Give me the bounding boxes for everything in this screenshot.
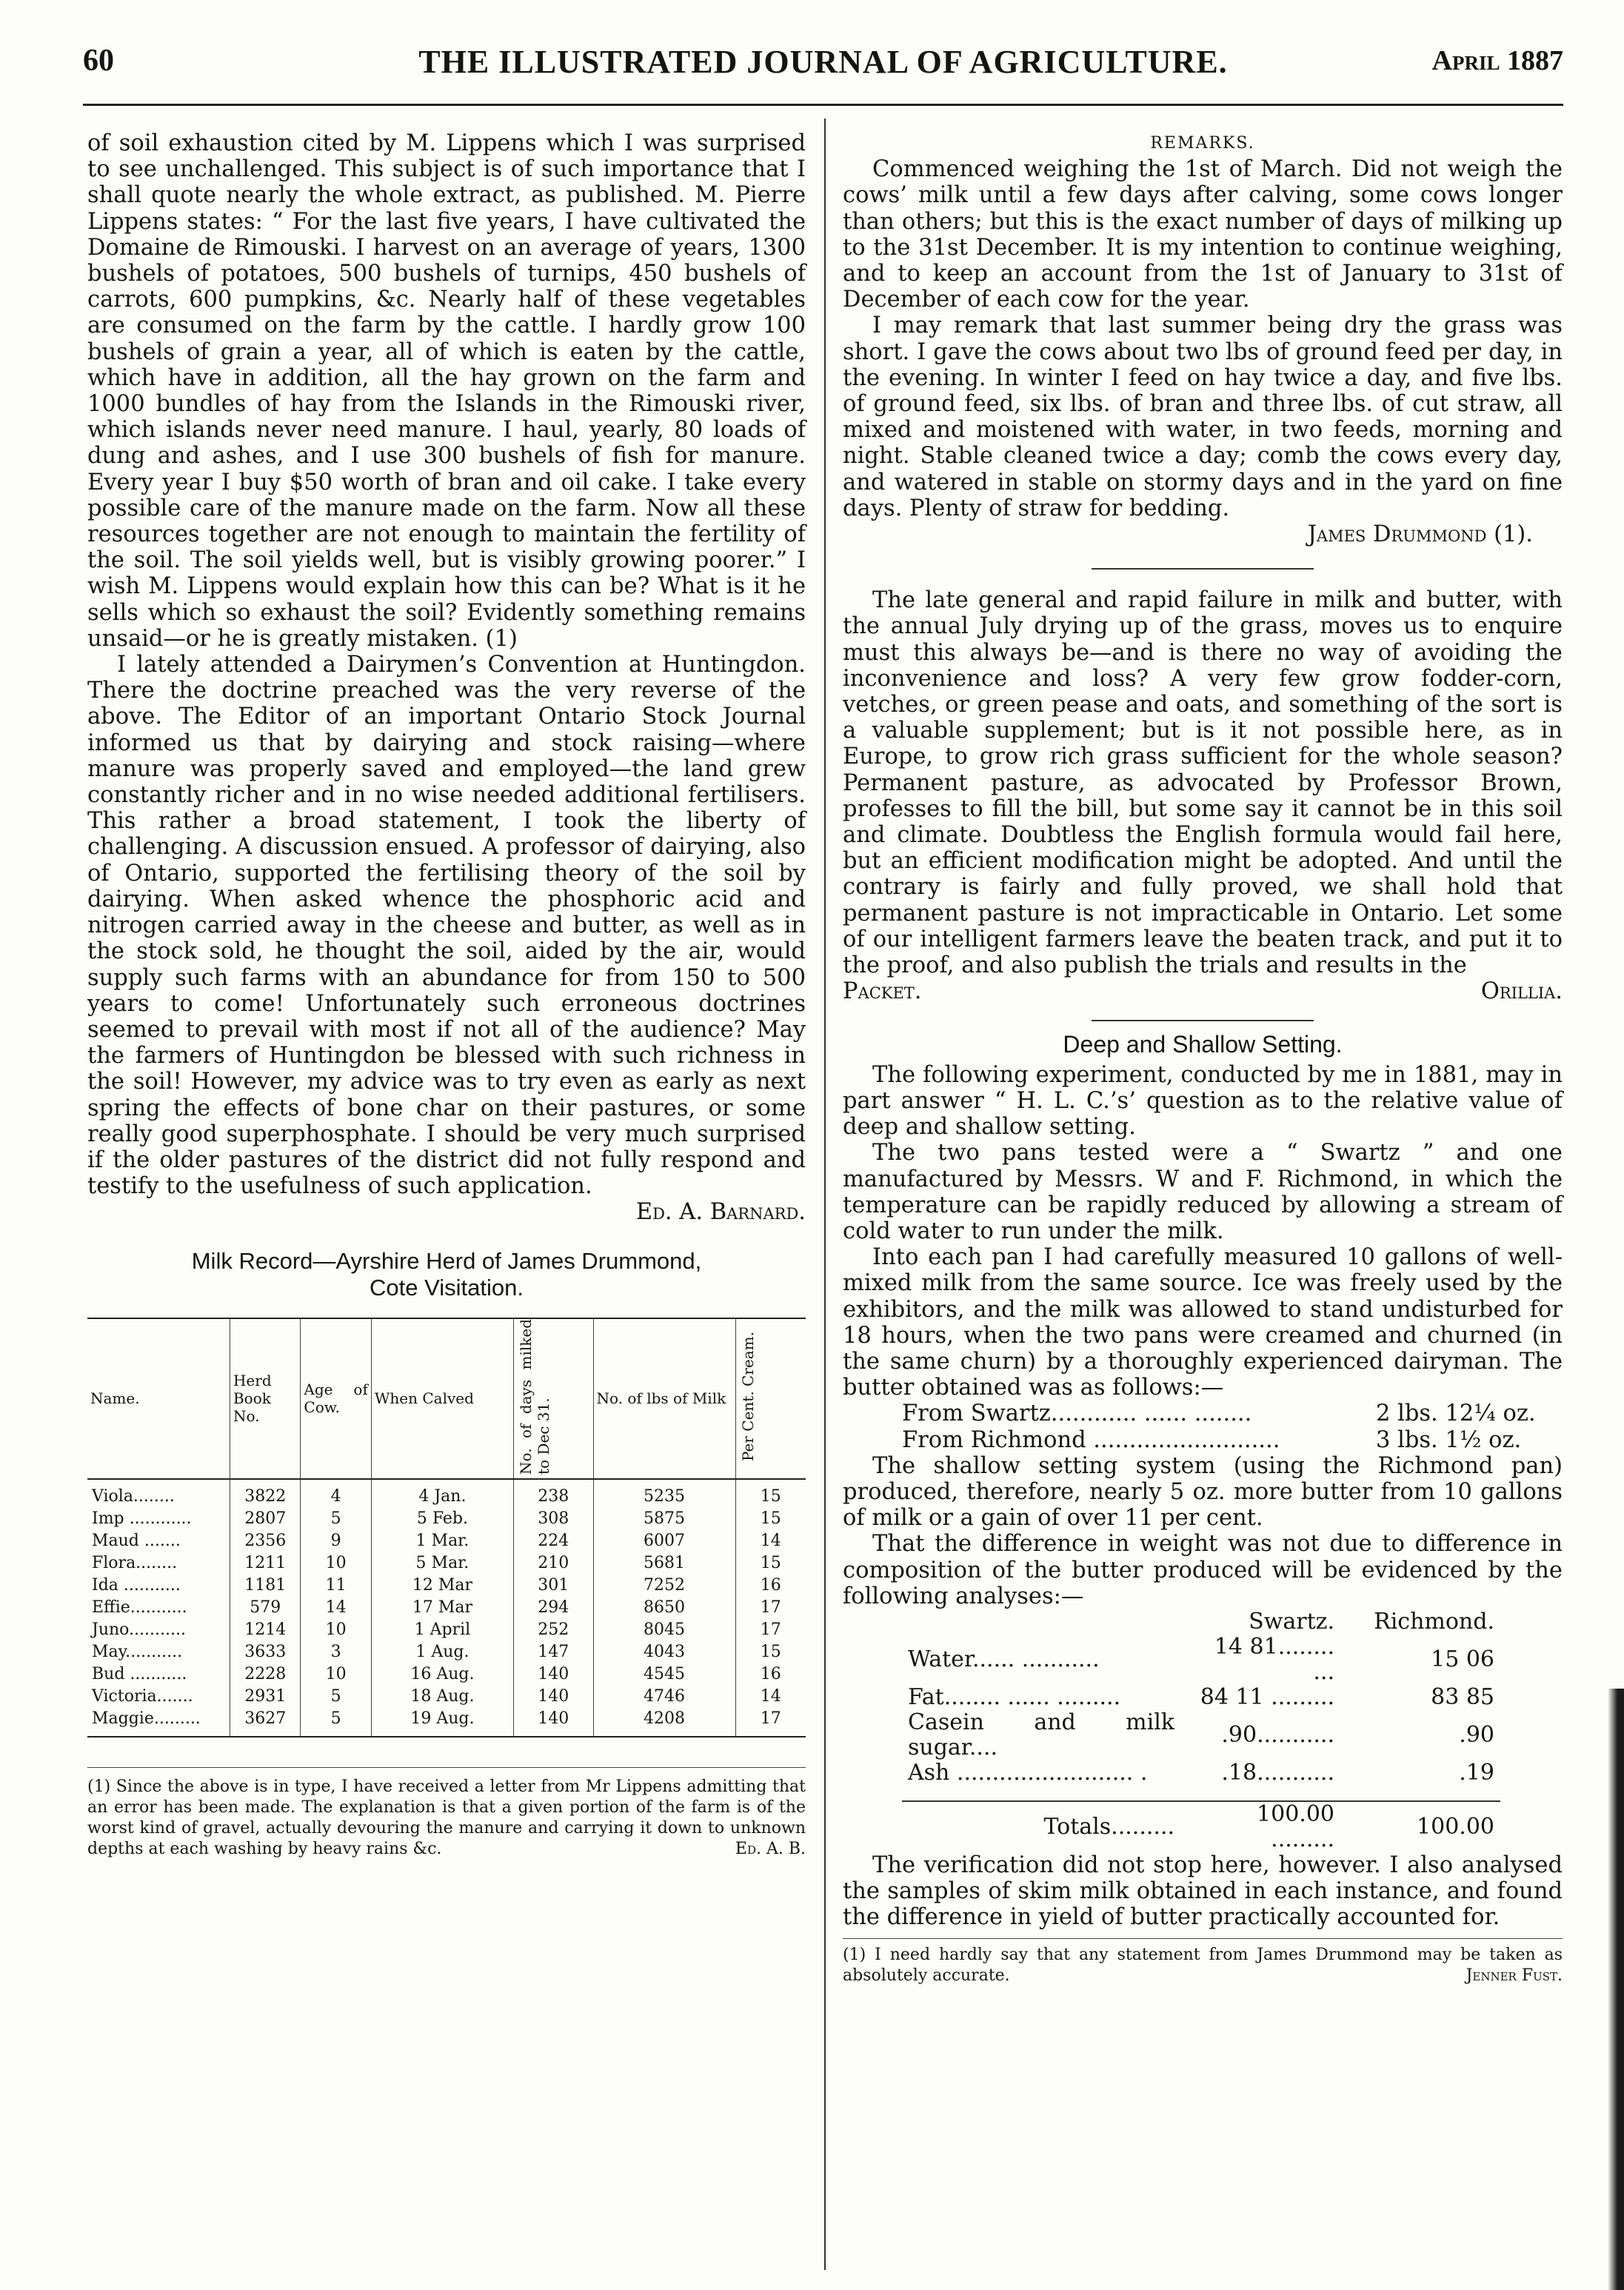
table-cell: 147 [513,1641,593,1663]
analysis-cell: 84 11 ......... [1200,1683,1334,1710]
table-cell: 5 [301,1708,371,1737]
header-cream: Per Cent. Cream. [735,1318,806,1479]
table-cell: 4 [301,1479,371,1508]
table-cell: Maggie......... [92,1709,201,1728]
table-cell: 14 [735,1530,806,1552]
table-cell: 1214 [230,1619,300,1641]
issue-date: April 1887 [1431,45,1563,76]
output-richmond: From Richmond .......................... 3 lbs. 1½ oz. [902,1426,1522,1453]
table-cell: 224 [513,1530,593,1552]
table-cell: 15 [735,1641,806,1663]
table-cell: 10 [301,1663,371,1686]
section-separator [1092,568,1314,570]
table-cell: 6007 [593,1530,735,1552]
analysis-cell: .18........... [1221,1759,1334,1786]
analysis-row [902,1760,1500,1786]
table-cell: 16 Aug. [371,1663,513,1686]
table-cell: 5235 [593,1479,735,1508]
analysis-table [902,1609,1500,1852]
analysis-col-richmond: Richmond. [1374,1608,1494,1635]
analysis-totals: Totals......... 100.00 ......... 100.00 [902,1801,1500,1852]
milk-record-title: Milk Record—Ayrshire Herd of James Drummond, Cote Visitation. [191,1247,702,1301]
remarks-paragraph-2: I may remark that last summer being dry the grass was short. I gave the cows about two lbs of ground feed per day, in the evening. In winter I feed on hay twice a day, and five lbs. of ground feed, six lbs. of bran and three lbs. of cut straw, all mixed and moistened with water, in two feeds, morning and night. Stable cleaned twice a day; comb the cows every day, and watered in stable on stormy days and in the yard on fine days. Plenty of straw for bedding. [843,313,1563,521]
header-rule [83,104,1563,106]
table-cell: 301 [513,1575,593,1597]
table-cell: 11 [301,1575,371,1597]
table-row [87,1619,806,1641]
table-row [87,1686,806,1708]
drummond-signature: James Drummond (1). [1307,521,1533,548]
huntingdon-paragraph: I lately attended a Dairymen’s Convention at Huntingdon. There the doctrine preached was the very reverse of the above. The Editor of an important Ontario Stock Journal informed us that by dairying and stock raising—where manure was properly saved and employed—the land grew constantly richer and in no wise needed additional fertilisers. This rather a broad statement, I took the liberty of challenging. A discussion ensued. A professor of dairying, also of Ontario, supported the fertilising theory of the soil by dairying. When asked whence the phosphoric acid and nitrogen carried away in the cheese and butter, as well as in the stock sold, he thought the soil, aided by the air, would supply such farms with an abundance for from 150 to 500 years to come! Unfortunately such erroneous doctrines seemed to prevail with most if not all of the audience? May the farmers of Huntingdon be blessed with such richness in the soil! However, my advice was to try even as early as next spring the effects of bone char on their pastures, or some really good superphosphate. I should be very much surprised if the older pastures of the district did not fully respond and testify to the usefulness of such application. [87,652,806,1200]
table-cell: 15 [735,1508,806,1530]
right-footnote-rule [843,1938,1563,1939]
table-cell: Maud ....... [92,1531,181,1550]
analysis-row [902,1710,1500,1760]
table-cell: 140 [513,1708,593,1737]
header-days-milked: No. of days milked to Dec 31. [513,1318,593,1479]
analysis-cell: 15 06 [1431,1646,1494,1672]
remarks-heading: REMARKS. [1150,134,1255,153]
deep-paragraph-6: The verification did not stop here, however. I also analysed the samples of skim milk obtained in each instance, and found the difference in yield of butter practically accounted for. [843,1852,1563,1931]
table-cell: 3 [301,1641,371,1663]
table-cell: 1 Mar. [371,1530,513,1552]
table-cell: 3822 [230,1479,300,1508]
table-cell: 579 [230,1597,300,1619]
table-cell: 2356 [230,1530,300,1552]
table-cell: Flora........ [92,1553,178,1572]
deep-paragraph-3: Into each pan I had carefully measured 10 gallons of well-mixed milk from the same source. Ice was freely used by the exhibitors, and the milk was allowed to stand undisturbed for 18 hours, when the two pans were creamed and churned (in the same churn) by a thoroughly experienced dairyman. The butter obtained was as follows:— [843,1244,1563,1401]
header-herd-book: Herd Book No. [230,1318,300,1479]
output-swartz: From Swartz............ ...... ........ 2 lbs. 12¼ oz. [902,1401,1536,1427]
table-row [87,1641,806,1663]
journal-title: THE ILLUSTRATED JOURNAL OF AGRICULTURE. [418,44,1228,80]
table-cell: 9 [301,1530,371,1552]
table-cell: 210 [513,1552,593,1575]
barnard-signature: Ed. A. Barnard. [635,1199,806,1226]
table-cell: May........... [92,1642,183,1661]
table-cell: 14 [301,1597,371,1619]
packet-label: Packet. [843,978,922,1005]
table-cell: 5 [301,1508,371,1530]
analysis-cell: .90 [1459,1721,1494,1748]
table-cell: Imp ............ [92,1509,192,1528]
table-cell: 17 [735,1597,806,1619]
table-cell: 294 [513,1597,593,1619]
analysis-cell: Water...... ........... [908,1646,1100,1672]
table-row [87,1708,806,1737]
table-cell: 5 Mar. [371,1552,513,1575]
header-lbs-milk: No. of lbs of Milk [593,1318,735,1479]
table-cell: 14 [735,1686,806,1708]
table-header-row [87,1318,806,1479]
binding-edge [1608,1689,1624,2290]
analysis-cell: 14 81........ ... [1214,1633,1334,1685]
deep-paragraph-4: The shallow setting system (using the Richmond pan) produced, therefore, nearly 5 oz. more butter from 10 gallons of milk or a gain of over 11 per cent. [843,1452,1563,1532]
lippens-paragraph: of soil exhaustion cited by M. Lippens which I was surprised to see unchallenged. This subject is of such importance that I shall quote nearly the whole extract, as published. M. Pierre Lippens states: “ For the last five years, I have cultivated the Domaine de Rimouski. I harvest on an average of years, 1300 bushels of potatoes, 500 bushels of turnips, 450 bushels of carrots, 600 pumpkins, &c. Nearly half of these vegetables are consumed on the farm by the cattle. I hardly grow 100 bushels of grain a year, all of which is eaten by the cattle, which have in addition, all the hay grown on the farm and 1000 bundles of hay from the Islands in the Rimouski river, which islands never need manure. I haul, yearly, 80 loads of dung and ashes, and I use 300 bushels of fish for manure. Every year I buy $50 worth of bran and oil cake. I take every possible care of the manure made on the farm. Now all these resources together are not enough to maintain the fertility of the soil. The soil yields well, but is visibly growing poorer.” I wish M. Lippens would explain how this can be? What is it he sells which so exhaust the soil? Evidently something remains unsaid—or he is greatly mistaken. (1) [87,130,806,652]
table-cell: 2228 [230,1663,300,1686]
table-cell: 5875 [593,1508,735,1530]
page-header [83,43,1563,95]
butter-output [843,1401,1563,1452]
table-row [87,1575,806,1597]
analysis-cell: Fat........ ...... ......... [908,1683,1121,1710]
orillia-paragraph: The late general and rapid failure in milk and butter, with the annual July drying up of the grass, moves us to enquire must this always be—and is there no way of avoiding the inconvenience and loss? A very few grow fodder-corn, vetches, or green pease and oats, and something of the sort is a valuable supplement; but is it not possible here, as in Europe, to grow rich grass sufficient for the whole season? Permanent pasture, as advocated by Professor Brown, professes to fill the bill, but some say it cannot be in this soil and climate. Doubtless the English formula would fail here, but an efficient modification might be adopted. And until the contrary is fairly and fully proved, we shall hold that permanent pasture is not impracticable in Ontario. Let some of our intelligent farmers leave the beaten track, and put it to the proof, and also publish the trials and results in the [843,587,1563,979]
header-name: Name. [87,1318,230,1479]
remarks-paragraph-1: Commenced weighing the 1st of March. Did not weigh the cows’ milk until a few days after calving, some cows longer than others; but this is the exact number of days of milking up to the 31st December. It is my intention to continue weighing, and to keep an account from the 1st of January to 31st of December of each cow for the year. [843,156,1563,313]
deep-paragraph-5: That the difference in weight was not due to difference in composition of the butter produced will be evidenced by the following analyses:— [843,1531,1563,1609]
table-cell: 308 [513,1508,593,1530]
table-cell: 252 [513,1619,593,1641]
table-cell: Ida ........... [92,1575,181,1595]
table-cell: 16 [735,1663,806,1686]
deep-paragraph-1: The following experiment, conducted by me in 1881, may in part answer “ H. L. C.’s’ question as to the relative value of deep and shallow setting. [843,1061,1563,1141]
table-cell: 12 Mar [371,1575,513,1597]
table-row [87,1530,806,1552]
table-cell: 1 Aug. [371,1641,513,1663]
section-separator-2 [1092,1020,1314,1021]
table-cell: Effie........... [92,1598,187,1617]
table-cell: 8045 [593,1619,735,1641]
right-column [843,130,1563,1986]
deep-paragraph-2: The two pans tested were a “ Swartz ” and one manufactured by Messrs. W and F. Richmond, in which the temperature can be rapidly reduced by allowing a stream of cold water to run under the milk. [843,1140,1563,1244]
header-when-calved: When Calved [371,1318,513,1479]
analysis-cell: 83 85 [1431,1683,1494,1710]
table-cell: 4208 [593,1708,735,1737]
header-age: Age of Cow. [301,1318,371,1479]
analysis-cell: .19 [1459,1759,1494,1786]
table-cell: 2931 [230,1686,300,1708]
footnote-rule [87,1767,806,1768]
analysis-row [902,1685,1500,1710]
table-cell: 4 Jan. [371,1479,513,1508]
table-row [87,1479,806,1508]
footnote-signature: Ed. A. B. [735,1839,806,1858]
table-cell: Juno........... [92,1620,186,1639]
table-cell: 17 [735,1619,806,1641]
column-divider [824,118,826,2270]
table-cell: 10 [301,1552,371,1575]
page-number: 60 [83,44,114,78]
orillia-signoff [843,978,1563,1004]
table-cell: 10 [301,1619,371,1641]
table-cell: 19 Aug. [371,1708,513,1737]
table-cell: Victoria....... [92,1686,193,1706]
table-cell: 4043 [593,1641,735,1663]
table-cell: 17 Mar [371,1597,513,1619]
table-cell: Bud ........... [92,1664,187,1683]
table-cell: 15 [735,1479,806,1508]
analysis-row [902,1635,1500,1685]
orillia-signature: Orillia. [1480,978,1563,1005]
milk-record-table [87,1318,806,1737]
table-row [87,1552,806,1575]
left-footnote: (1) Since the above is in type, I have received a letter from Mr Lippens admitting that an error has been made. The explanation is that a given portion of the farm is of the worst kind of gravel, actually devouring the manure and carrying it down to unknown depths at each washing by heavy rains &c. Ed. A. B. [87,1777,806,1858]
table-row [87,1508,806,1530]
table-cell: 1211 [230,1552,300,1575]
analysis-cell: .90........... [1221,1721,1334,1748]
table-cell: 3633 [230,1641,300,1663]
analysis-cell: Ash ......................... . [908,1759,1148,1786]
table-cell: 2807 [230,1508,300,1530]
table-cell: 140 [513,1686,593,1708]
left-column [87,130,806,1860]
table-cell: 238 [513,1479,593,1508]
table-cell: 7252 [593,1575,735,1597]
table-cell: 5681 [593,1552,735,1575]
table-cell: 15 [735,1552,806,1575]
table-cell: 140 [513,1663,593,1686]
table-cell: 18 Aug. [371,1686,513,1708]
table-cell: 17 [735,1708,806,1737]
table-cell: 8650 [593,1597,735,1619]
fust-signature: Jenner Fust. [1466,1966,1563,1985]
deep-shallow-title: Deep and Shallow Setting. [1063,1030,1343,1058]
analysis-col-swartz: Swartz. [1249,1608,1334,1635]
table-cell: 4545 [593,1663,735,1686]
table-cell: 1181 [230,1575,300,1597]
table-cell: 5 Feb. [371,1508,513,1530]
table-cell: 16 [735,1575,806,1597]
analysis-cell: Casein and milk sugar.... [908,1709,1174,1760]
table-cell: 3627 [230,1708,300,1737]
analysis-header [902,1609,1500,1635]
table-cell: 1 April [371,1619,513,1641]
table-row [87,1663,806,1686]
right-footnote: (1) I need hardly say that any statement from James Drummond may be taken as absolutely accurate. Jenner Fust. [843,1945,1563,1985]
table-cell: 4746 [593,1686,735,1708]
table-cell: 5 [301,1686,371,1708]
table-row [87,1597,806,1619]
table-cell: Viola........ [92,1486,175,1506]
